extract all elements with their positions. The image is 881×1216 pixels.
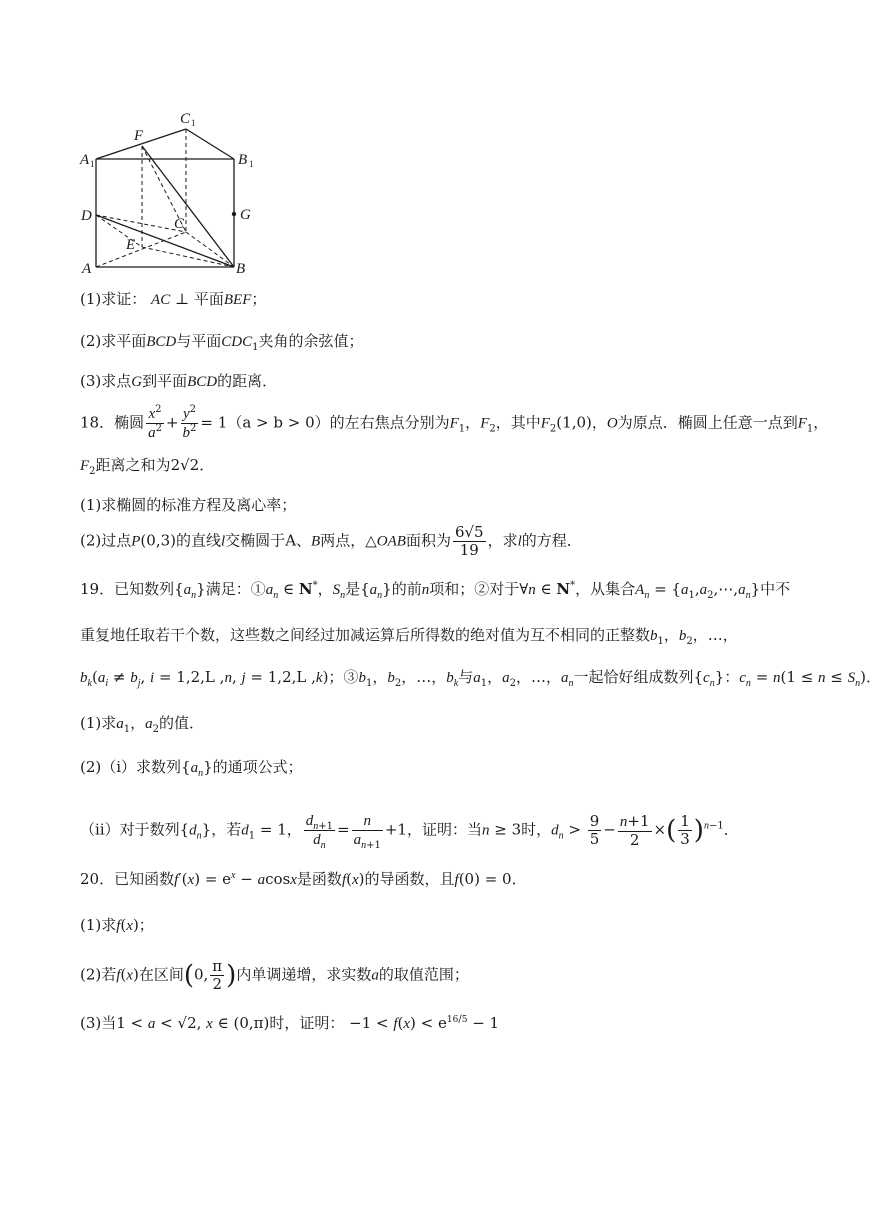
q19-part2ii: （ⅱ）对于数列$\{d_n\}$，若$d_1 = 1$， $\frac{d_{n+1}}{d_n}$ = $\frac{n}{a_{n+1}}$ +1，证明：当n ≥ 3时，$d_n$ > $\frac{9}{5}$ − $\frac{n+1}{2}$ ×( $\frac{1}{3}$ )$^{n-1}$． xyxy=(80,811,739,851)
q17-part3: (3)求点G到平面BCD的距离． xyxy=(80,372,278,390)
svg-text:1: 1 xyxy=(191,118,196,128)
label-b1: B xyxy=(238,152,248,168)
q20-part2: (2)若f(x)在区间(0, $\frac{\pi}{2}$ )内单调递增，求实数a的取值范围； xyxy=(80,957,469,993)
label-g: G xyxy=(240,207,251,223)
svg-text:1: 1 xyxy=(90,159,95,169)
q18-stem: 18．椭圆 $\frac{x^2}{a^2}$ + $\frac{y^2}{b^2}$ = 1（a > b > 0）的左右焦点分别为$F_1$，$F_2$，其中$F_2(1,0)$，O为原点．椭圆上任意一点到$F_1$， xyxy=(80,404,829,441)
label-c1: C xyxy=(180,111,191,127)
q19-part1: (1)求$a_1$，$a_2$的值． xyxy=(80,714,205,735)
label-d: D xyxy=(81,208,92,224)
q19-stem: 19．已知数列$\{a_n\}$满足：$①a_n$ ∈ N*，$S_n$是$\{a_n\}$的前n项和；②对于∀n ∈ N*，从集合$A_n$ = $\{a_1,a_2,\cdots,a_n\}$中不 xyxy=(80,580,791,601)
q20-part3: (3)当1 < a < √2, x ∈ (0,π)时，证明： $-1 < f(x) < e^{16/5} - 1$ xyxy=(80,1014,500,1032)
q17-part1: (1)求证： AC ⊥ 平面BEF； xyxy=(80,290,267,308)
q18-part2: (2)过点P(0,3)的直线l交椭圆于A、B两点，△OAB面积为 $\frac{6√5}{19}$ ，求l的方程． xyxy=(80,523,582,559)
svg-text:1: 1 xyxy=(249,159,254,169)
prism-figure xyxy=(74,104,274,280)
q20-part1: (1)求f(x)； xyxy=(80,916,154,934)
q18-part1: (1)求椭圆的标准方程及离心率； xyxy=(80,496,297,514)
label-a1: A xyxy=(80,152,90,168)
q19-stem-line2: 重复地任取若干个数，这些数之间经过加减运算后所得数的绝对值为互不相同的正整数$b_1$，$b_2$，…， xyxy=(80,626,738,647)
label-a: A xyxy=(82,261,92,277)
q17-part2: (2)求平面BCD与平面$CDC_1$夹角的余弦值； xyxy=(80,332,364,353)
q19-part2i: (2)（ⅰ）求数列$\{a_n\}$的通项公式； xyxy=(80,758,303,779)
label-b: B xyxy=(236,261,246,277)
label-f: F xyxy=(134,128,144,144)
q19-stem-line3: $b_k(a_i \ne b_j$, i = 1,2,L ,n, j = 1,2,L ,k)；$③b_1$，$b_2$，…，$b_k$与$a_1$，$a_2$，…，$a_n$一起恰好组成数列$\{c_n\}$：$c_n = n(1 \le n \le S_n)$． xyxy=(80,668,881,689)
label-c: C xyxy=(174,216,185,232)
label-e: E xyxy=(126,237,136,253)
q20-stem: 20．已知函数$f'(x) = e^x - acosx$是函数f(x)的导函数，且f(0) = 0． xyxy=(80,870,527,888)
q18-stem-line2: $F_2$距离之和为2√2． xyxy=(80,456,215,477)
